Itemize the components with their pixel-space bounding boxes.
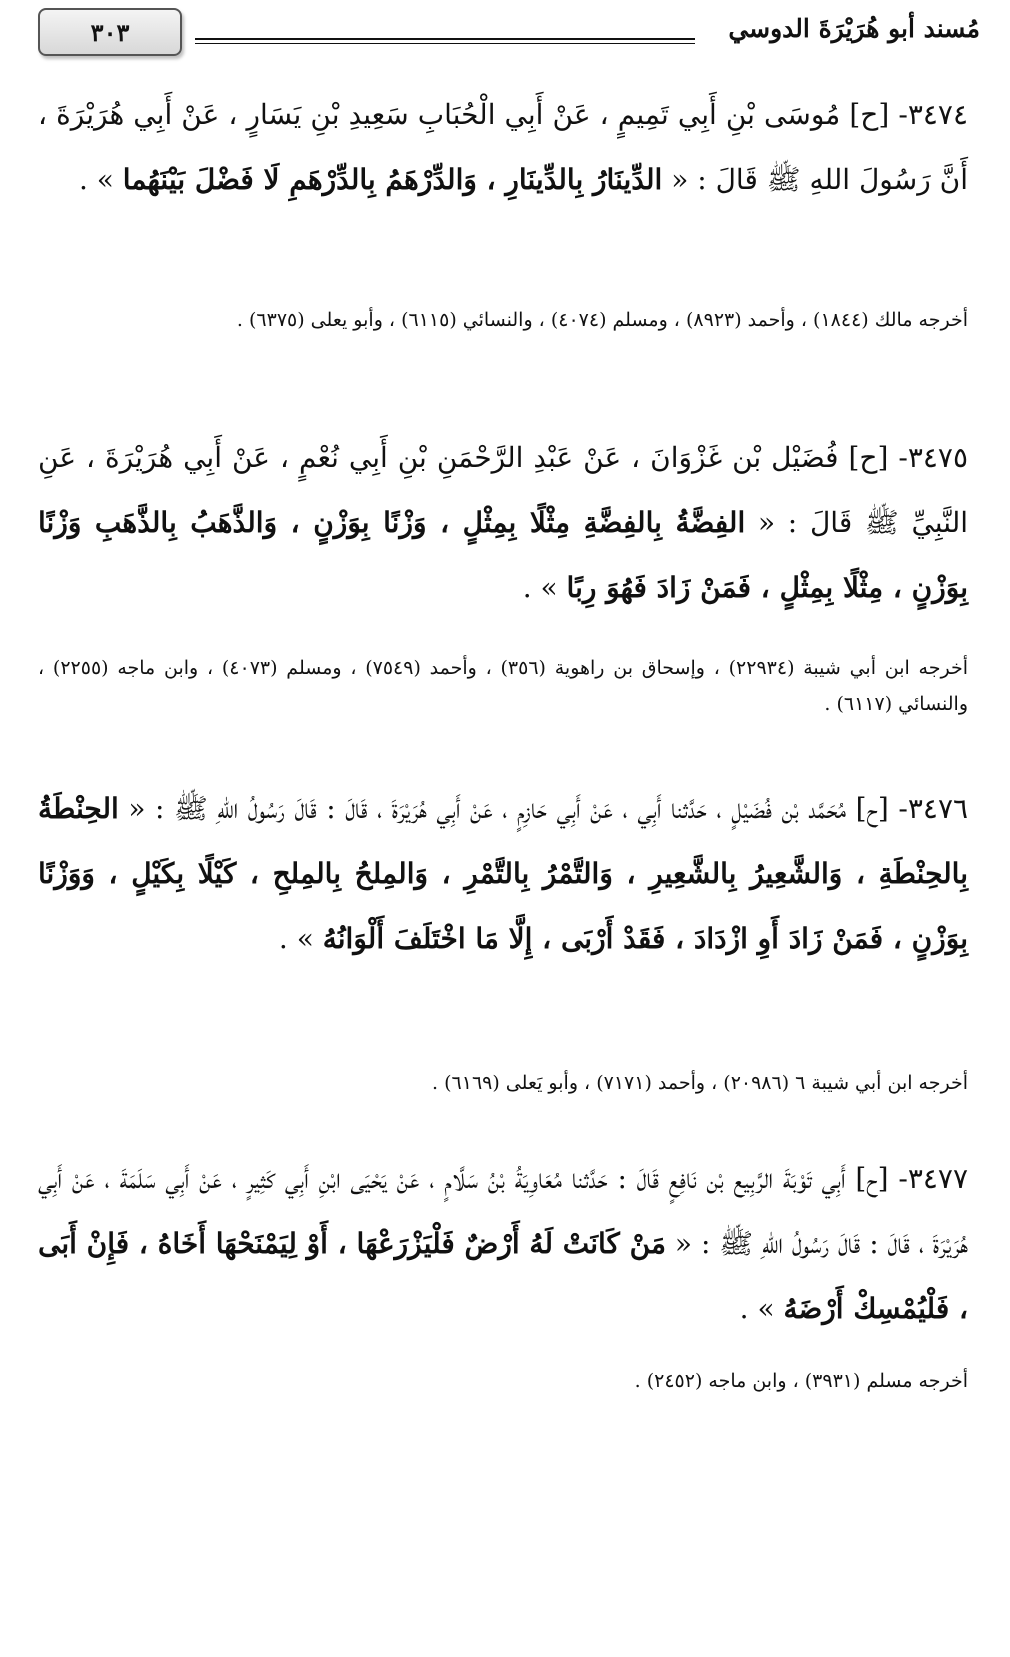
hadith-isnad: [ح] مُوسَى بْنِ أَبِي تَمِيمٍ ، عَنْ أَبِي الْحُبَابِ سَعِيدِ بْنِ يَسَارٍ ، عَنْ أَبِي هُرَيْرَةَ ، أَنَّ رَسُولَ اللهِ ﷺ قَالَ : « (38, 98, 968, 196)
hadith-isnad: [ح] مُحَمَّد بْن فُضَيْلٍ ، حَدَّثنا أَبِي ، عَنْ أَبِي حَازِمٍ ، عَنْ أَبِي هُرَيْرَةَ ، قَالَ : قَالَ رَسُولُ اللهِ ﷺ : « (128, 792, 889, 825)
hadith-matn: الدِّينَارُ بِالدِّينَارِ ، وَالدِّرْهَمُ بِالدِّرْهَمِ لَا فَضْلَ بَيْنَهُما (122, 163, 663, 196)
takhrij-3476: أخرجه ابن أبي شيبة ٦ (٢٠٩٨٦) ، وأحمد (٧١٧١) ، وأبو يَعلى (٦١٦٩) . (432, 1072, 968, 1094)
hadith-isnad: [ح] أَبِي تَوْبَةَ الرَّبِيع بْن نَافِعٍ قَالَ : حَدَّثنا مُعَاوِيَةُ بْنُ سَلَّامٍ ، عَنْ يَحْيَى ابْنِ أَبِي كَثِيرٍ ، عَنْ أَبِي سَلَمَةَ ، عَنْ أَبِي هُرَيْرَةَ ، قَالَ : قَالَ رَسُولُ اللهِ ﷺ : « (38, 1162, 968, 1260)
takhrij-3475: أخرجه ابن أبي شيبة (٢٢٩٣٤) ، وإسحاق بن راهوية (٣٥٦) ، وأحمد (٧٥٤٩) ، ومسلم (٤٠٧٣) ، وابن ماجه (٢٢٥٥) ، والنسائي (٦١١٧) . (38, 657, 968, 715)
hadith-matn: مَنْ كَانَتْ لَهُ أَرْضٌ فَلْيَزْرَعْهَا ، أَوْ لِيَمْنَحْهَا أَخَاهُ ، فَإِنْ أَبَى ، فَلْيُمْسِكْ أَرْضَهُ (38, 1227, 968, 1325)
running-title: مُسند أبو هُرَيْرَةَ الدوسي (728, 14, 980, 43)
hadith-ending: » . (278, 922, 314, 955)
header-rule (195, 38, 695, 44)
hadith-number: ٣٤٧٤- (898, 98, 968, 131)
hadith-number: ٣٤٧٥- (898, 441, 968, 474)
hadith-3474 (38, 82, 968, 212)
hadith-number: ٣٤٧٦- (898, 792, 969, 825)
hadith-ending: » . (78, 163, 114, 196)
page-header (30, 8, 980, 64)
hadith-3476 (38, 776, 968, 971)
takhrij-3474: أخرجه مالك (١٨٤٤) ، وأحمد (٨٩٢٣) ، ومسلم (٤٠٧٤) ، والنسائي (٦١١٥) ، وأبو يعلى (٦٣٧٥) . (236, 309, 968, 331)
takhrij-3477: أخرجه مسلم (٣٩٣١) ، وابن ماجه (٢٤٥٢) . (634, 1370, 968, 1392)
hadith-ending: » . (739, 1292, 775, 1325)
hadith-matn: الفِضَّةُ بِالفِضَّةِ مِثْلًا بِمِثْلٍ ، وَزْنًا بِوَزْنٍ ، وَالذَّهَبُ بِالذَّهَبِ وَزْنًا بِوَزْنٍ ، مِثْلًا بِمِثْلٍ ، فَمَنْ زَادَ فَهُوَ رِبًا (38, 506, 968, 604)
hadith-number: ٣٤٧٧- (898, 1162, 968, 1195)
hadith-ending: » . (522, 571, 558, 604)
page-number: ٣٠٣ (38, 8, 182, 56)
hadith-isnad: [ح] فُضَيْل بْن غَزْوَانَ ، عَنْ عَبْدِ الرَّحْمَنِ بْنِ أَبِي نُعْمٍ ، عَنْ أَبِي هُرَيْرَةَ ، عَنِ النَّبِيِّ ﷺ قَالَ : « (38, 441, 968, 539)
hadith-matn: الحِنْطَةُ بِالحِنْطَةِ ، وَالشَّعِيرُ بِالشَّعِيرِ ، وَالتَّمْرُ بِالتَّمْرِ ، وَالمِلحُ بِالمِلحِ ، كَيْلًا بِكَيْلٍ ، وَوَزْنًا بِوَزْنٍ ، فَمَنْ زَادَ أَوِ ازْدَادَ ، فَقَدْ أَرْبَى ، إِلَّا مَا اخْتَلَفَ أَلْوَانُهُ (38, 792, 968, 955)
hadith-3477 (38, 1146, 968, 1341)
hadith-3475 (38, 425, 968, 620)
